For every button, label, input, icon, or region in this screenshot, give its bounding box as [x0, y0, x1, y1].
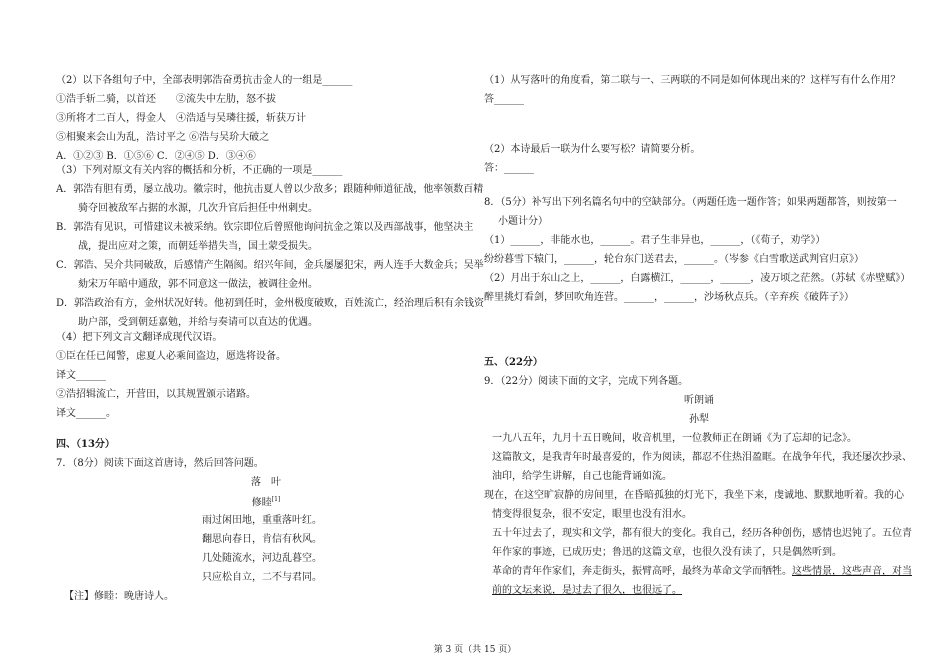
- q2-stem: （2）以下各组句子中，全部表明郭浩奋勇抗击金人的一组是______: [56, 75, 353, 86]
- poem-title: 落 叶: [251, 477, 281, 488]
- q3-option-a-line-1: A．郭浩有胆有勇，屡立战功。徽宗时，他抗击夏人曾以少敌多；跟随种师道征战，他率领数百精: [56, 184, 484, 195]
- q8-item-a: （1）______，非能水也，______。君子生非异也，______，（《荀子，劝学》）: [484, 235, 826, 246]
- article-paragraph-2-line-1: 这篇散文，是我青年时最喜爱的，作为阅读，都忍不住热泪盈眶。在战争年代，我还屡次抄录、: [492, 452, 912, 463]
- poem-note: 【注】修睦：晚唐诗人。: [64, 591, 174, 602]
- article-paragraph-1: 一九八五年，九月十五日晚间，收音机里，一位教师正在朗诵《为了忘却的记念》。: [492, 433, 857, 444]
- q3-stem: （3）下列对原文有关内容的概括和分析，不正确的一项是______: [56, 165, 343, 176]
- page-footer: 第 3 页（共 15 页）: [433, 645, 517, 655]
- q2-line-2: ③所将才二百人，得金人 ④浩适与吴璘往援，斩获万计: [56, 113, 306, 124]
- q7-stem: 7．（8分）阅读下面这首唐诗，然后回答问题。: [56, 458, 264, 469]
- article-paragraph-5-line-2: 前的文坛来说，是过去了很久，也很远了。: [492, 585, 682, 596]
- q8-item-d: 醉里挑灯看剑，梦回吹角连营。______，______，沙场秋点兵。（辛弃疾《破阵子》）: [484, 292, 854, 303]
- q4-sentence-2: ②浩招辑流亡，开营田，以其规置颁示诸路。: [56, 389, 256, 400]
- q3-option-b-line-1: B．郭浩有见识，可惜建议未被采纳。钦宗即位后曾照他询问抗金之策以及西部战事，他坚决主: [56, 222, 474, 233]
- article-paragraph-2-line-2: 油印，给学生讲解，自己也能背诵如流。: [492, 471, 672, 482]
- poem-author-line: [56, 497, 476, 508]
- q2-options: A．①②③ B．①⑤⑥ C．②④⑤ D．③④⑥: [56, 151, 256, 162]
- article-paragraph-5-plain: 革命的青年作家们，奔走街头，振臂高呼，最终为革命文学而牺牲。: [492, 566, 792, 577]
- q3-option-d-line-2: 助户部，受到朝廷嘉勉，并给与奏请可以直达的优遇。: [78, 317, 318, 328]
- article-title: 听朗诵: [684, 395, 714, 406]
- q3-option-c-line-1: C．郭浩、吴介共同破敌，后感情产生隔阂。绍兴年间，金兵屡屡犯宋，两人连手大数金兵；吴举: [56, 260, 484, 271]
- q3-option-a-line-2: 骑夺回被敌军占据的水源，几次升官后担任中州刺史。: [78, 203, 318, 214]
- q3-option-b-line-2: 战，提出应对之策，而朝廷举措失当，国土蒙受损失。: [78, 241, 318, 252]
- q4-translation-1: 译文______: [56, 370, 106, 381]
- q4-sentence-1: ①臣在任已闻警，虑夏人必乘间盗边，愿选将设备。: [56, 351, 286, 362]
- q8-item-b: 纷纷暮雪下辕门，______，轮台东门送君去，______。（岑参《白雪歌送武判官归京》）: [484, 254, 864, 265]
- q7-sub-1: （1）从写落叶的角度看，第二联与一、三两联的不同是如何体现出来的？这样写有什么作用？: [484, 75, 901, 86]
- poem-line-2: 翻思向春日，肯信有秋风。: [202, 534, 322, 545]
- q7-sub-1-answer: 答______: [484, 94, 524, 105]
- poem-author: 修睦: [251, 497, 272, 509]
- article-paragraph-4-line-1: 五十年过去了，现实和文学，都有很大的变化。我自己，经历各种创伤，感情也迟钝了。五位青: [492, 528, 912, 539]
- q2-line-3: ⑤相聚来会山为乱，浩讨平之 ⑥浩与吴玠大破之: [56, 132, 270, 143]
- q2-line-1: ①浩手斩二骑，以首还 ②流失中左肋，怒不拔: [56, 94, 276, 105]
- q7-sub-2-answer: 答：______: [484, 163, 534, 174]
- q4-stem: （4）把下列文言文翻译成现代汉语。: [56, 332, 223, 343]
- section-5-heading: 五、（22分）: [484, 357, 543, 368]
- section-4-heading: 四、（13分）: [56, 439, 115, 450]
- poem-author-note-mark: [1]: [271, 496, 281, 503]
- q4-translation-2: 译文______。: [56, 408, 116, 419]
- article-author: 孙犁: [689, 414, 709, 425]
- poem-line-3: 几处随流水，河边乱暮空。: [202, 553, 322, 564]
- q3-option-c-line-2: 劾宋万年暗中通敌，郭不同意这一做法，被调往金州。: [78, 279, 318, 290]
- article-paragraph-5-underlined: 这些情景，这些声音，对当: [792, 566, 912, 577]
- article-paragraph-5-line-1: [492, 567, 912, 577]
- q7-sub-2: （2）本诗最后一联为什么要写松？请简要分析。: [484, 144, 701, 155]
- article-paragraph-4-line-2: 年作家的事迹，已成历史；鲁迅的这篇文章，也很久没有读了，只是偶然听到。: [492, 547, 842, 558]
- q9-stem: 9．（22分）阅读下面的文字，完成下列各题。: [484, 376, 689, 387]
- q8-stem-line-1: 8．（5分）补写出下列名篇名句中的空缺部分。（两题任选一题作答；如果两题都答，则按第一: [484, 197, 897, 208]
- q8-item-c: （2）月出于东山之上，______，白露横江，______，______，凌万顷之茫然。（苏轼《赤壁赋》）: [484, 273, 911, 284]
- article-paragraph-3-line-1: 现在，在这空旷寂静的房间里，在昏暗孤独的灯光下，我坐下来，虔诚地、默默地听着。我的心: [484, 490, 904, 501]
- poem-line-4: 只应松自立，二不与君同。: [202, 572, 322, 583]
- poem-line-1: 雨过闲田地，重重落叶红。: [202, 515, 322, 526]
- q3-option-d-line-1: D．郭浩政治有方，金州状况好转。他初到任时，金州极度破败，百姓流亡，经治理后积有余钱资: [56, 298, 485, 309]
- article-paragraph-3-line-2: 情变得很复杂，很不安定，眼里也没有泪水。: [492, 509, 692, 520]
- q8-stem-line-2: 小题计分）: [498, 216, 548, 227]
